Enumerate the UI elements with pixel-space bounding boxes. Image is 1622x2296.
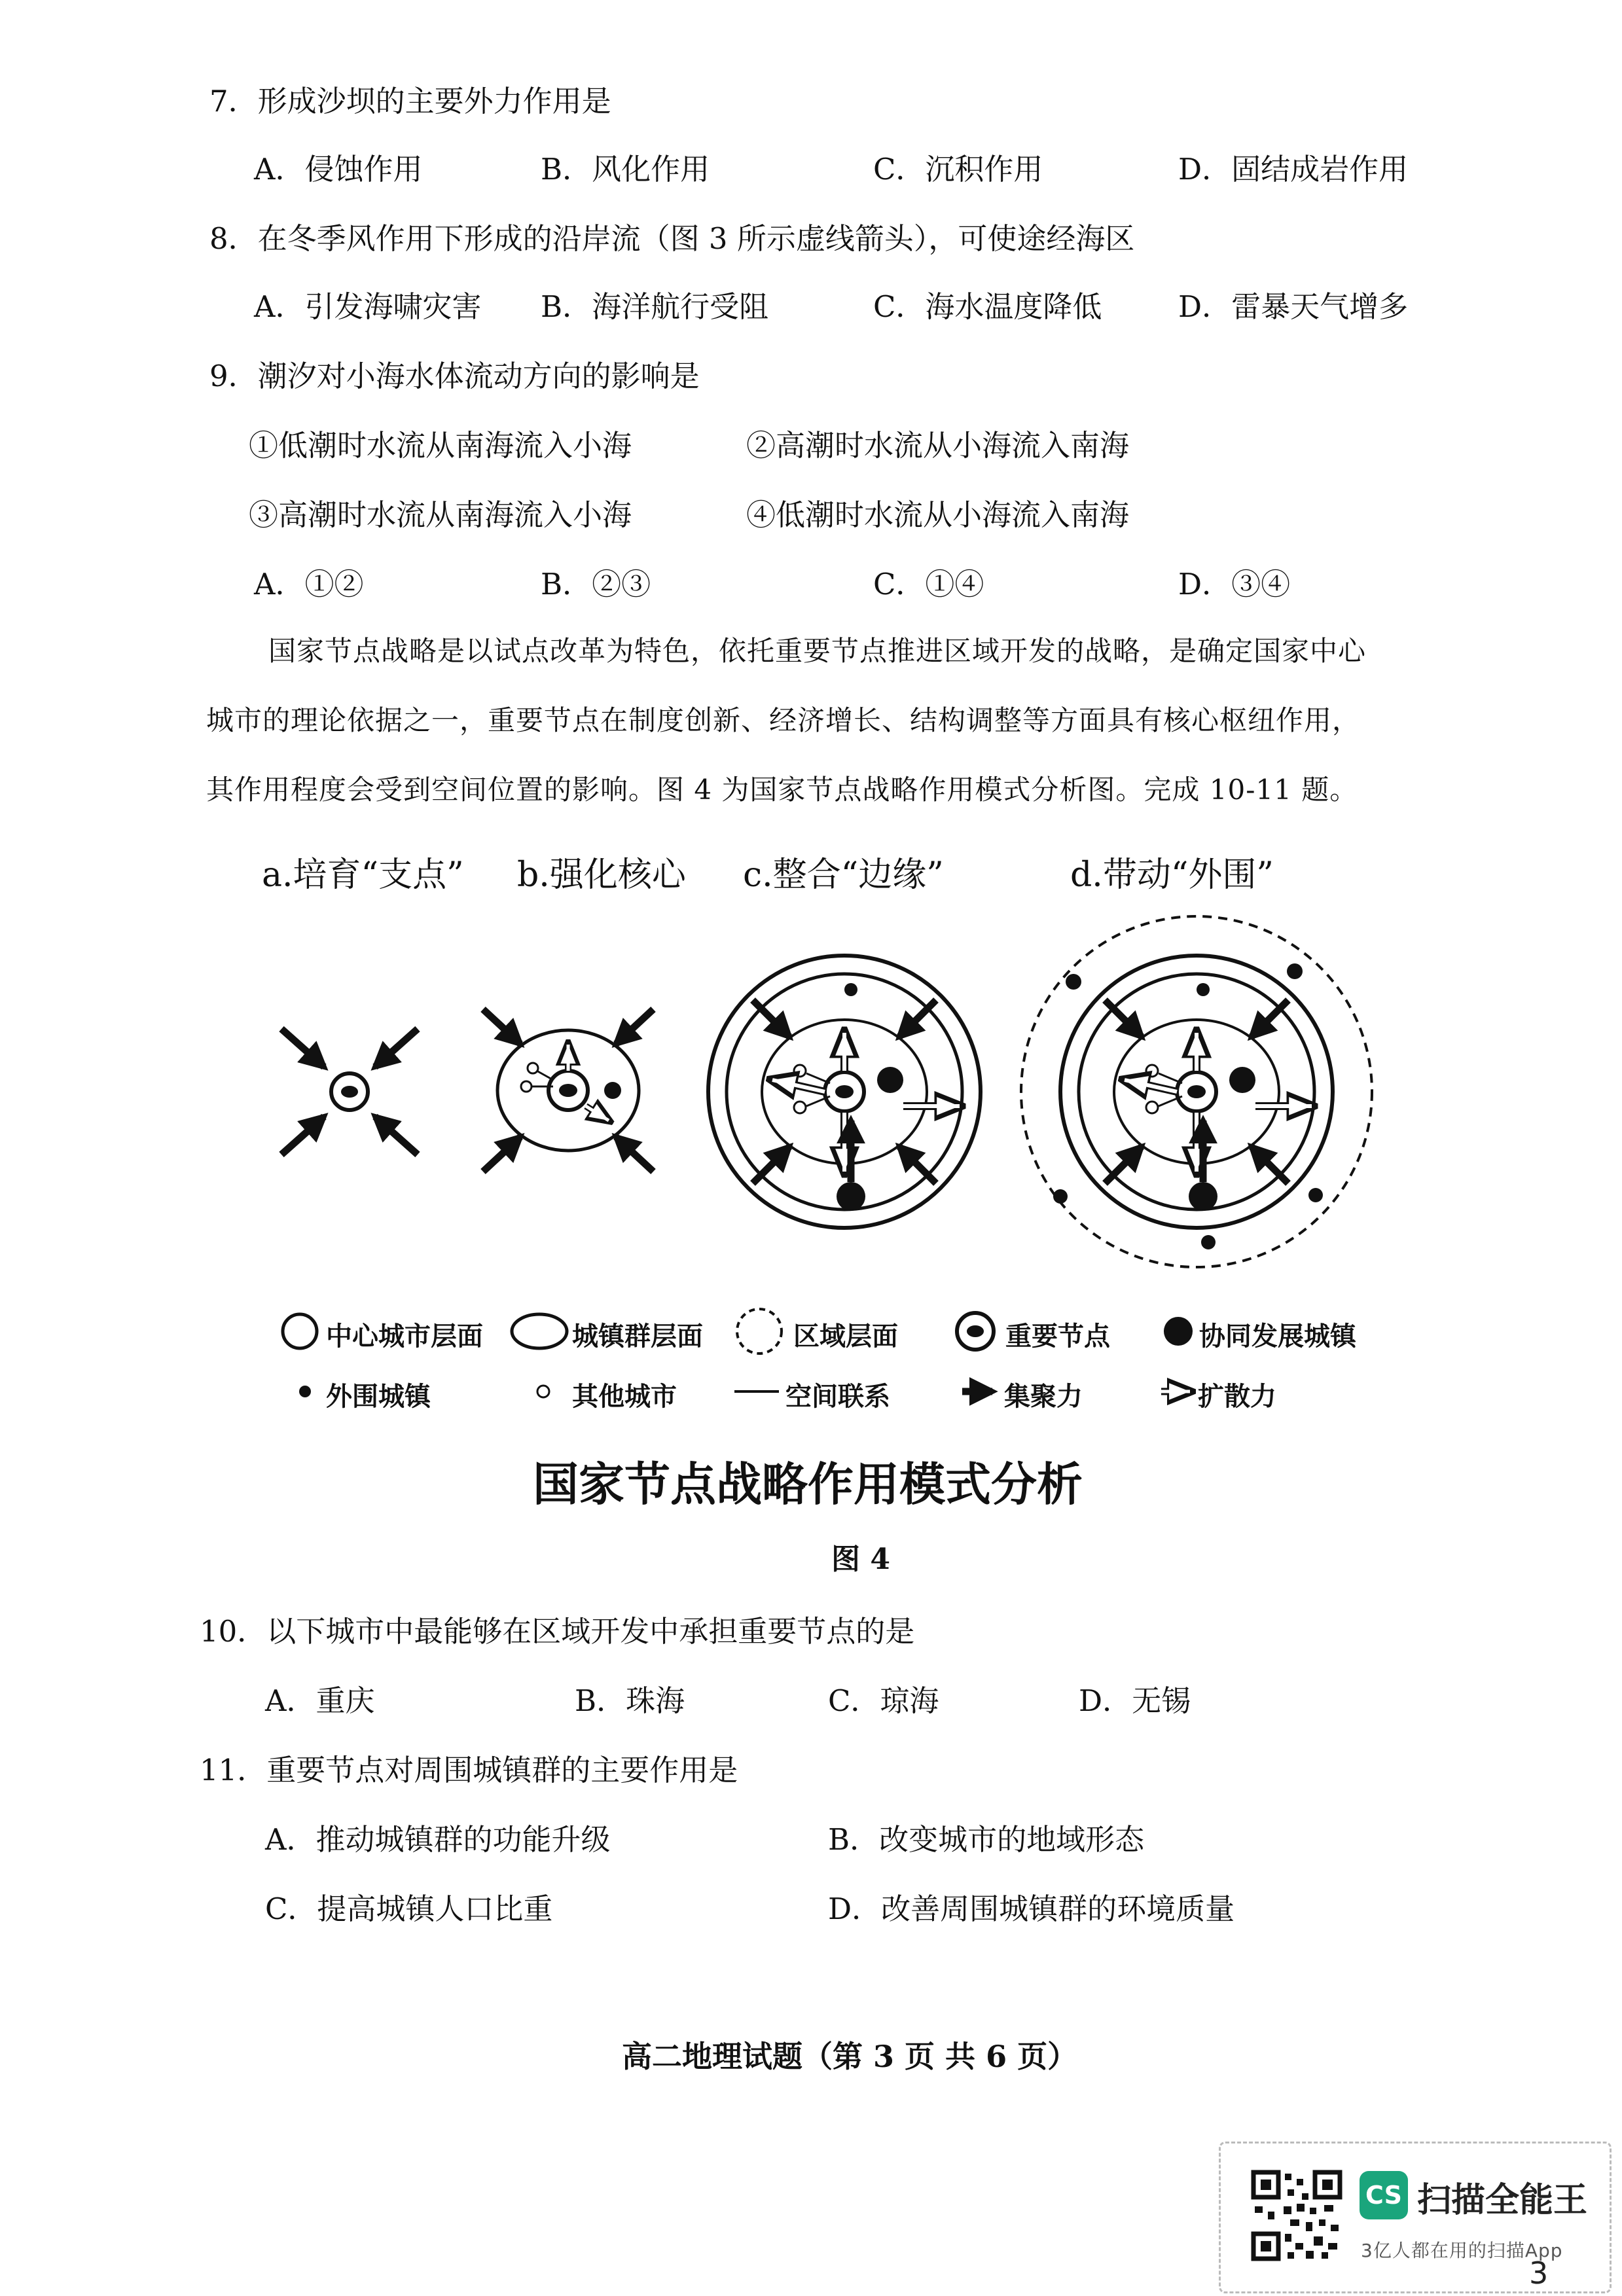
legend-coop-town: 协同发展城镇 [1199, 1321, 1356, 1352]
panel-label-c: c.整合“边缘” [743, 855, 944, 895]
panel-label-b: b.强化核心 [517, 855, 686, 895]
q10-option-b[interactable]: B．珠海 [575, 1683, 685, 1718]
qr-code-icon [1251, 2170, 1343, 2261]
question-9-stem: 9．潮汐对小海水体流动方向的影响是 [209, 359, 700, 393]
q10-option-a[interactable]: A．重庆 [265, 1683, 375, 1718]
q11-option-c[interactable]: C．提高城镇人口比重 [265, 1892, 553, 1926]
panel-a-diagram [281, 1029, 418, 1155]
passage-line-3: 其作用程度会受到空间位置的影响。图 4 为国家节点战略作用模式分析图。完成 10-11 题。 [206, 774, 1358, 806]
question-8-stem: 8．在冬季风作用下形成的沿岸流（图 3 所示虚线箭头），可使途经海区 [209, 221, 1135, 256]
q9-option-b[interactable]: B．②③ [541, 567, 651, 601]
q7-option-d[interactable]: D．固结成岩作用 [1178, 152, 1409, 187]
cs-logo-icon: CS [1360, 2171, 1408, 2219]
q10-option-d[interactable]: D．无锡 [1079, 1683, 1191, 1718]
question-11-stem: 11．重要节点对周围城镇群的主要作用是 [200, 1753, 738, 1787]
legend-town-group: 城镇群层面 [572, 1321, 703, 1352]
q8-option-c[interactable]: C．海水温度降低 [873, 289, 1102, 324]
q8-option-b[interactable]: B．海洋航行受阻 [541, 289, 769, 324]
q11-option-b[interactable]: B．改变城市的地域形态 [828, 1822, 1145, 1857]
legend-region: 区域层面 [793, 1321, 898, 1352]
scanner-tagline: 3亿人都在用的扫描App [1361, 2240, 1563, 2261]
legend-outer-town: 外围城镇 [326, 1382, 431, 1412]
q8-option-a[interactable]: A．引发海啸灾害 [254, 289, 482, 324]
legend-spatial-link: 空间联系 [785, 1382, 890, 1412]
passage-line-1: 国家节点战略是以试点改革为特色，依托重要节点推进区域开发的战略，是确定国家中心 [268, 635, 1367, 667]
panel-label-a: a.培育“支点” [262, 855, 464, 895]
legend-other-city: 其他城市 [572, 1382, 677, 1412]
legend-diffusion: 扩散力 [1198, 1382, 1276, 1412]
question-7-stem: 7．形成沙坝的主要外力作用是 [209, 84, 611, 118]
figure-title: 国家节点战略作用模式分析 [533, 1458, 1083, 1511]
question-10-stem: 10．以下城市中最能够在区域开发中承担重要节点的是 [200, 1614, 915, 1649]
q9-statement-4: ④低潮时水流从小海流入南海 [746, 497, 1130, 532]
legend-agglomeration: 集聚力 [1004, 1382, 1083, 1412]
panel-c-diagram [708, 956, 981, 1228]
legend-center-city: 中心城市层面 [326, 1321, 483, 1352]
q9-option-d[interactable]: D．③④ [1178, 567, 1291, 601]
scanner-brand: 扫描全能王 [1417, 2181, 1588, 2220]
panel-d-diagram [1021, 916, 1372, 1267]
panel-label-d: d.带动“外围” [1070, 855, 1274, 895]
page-mark: 3 [1529, 2255, 1549, 2291]
q10-option-c[interactable]: C．琼海 [828, 1683, 939, 1718]
page-footer: 高二地理试题（第 3 页 共 6 页） [622, 2039, 1078, 2074]
scanner-watermark [1219, 2142, 1612, 2293]
q7-option-a[interactable]: A．侵蚀作用 [254, 152, 423, 187]
q7-option-c[interactable]: C．沉积作用 [873, 152, 1043, 187]
q8-option-d[interactable]: D．雷暴天气增多 [1178, 289, 1409, 324]
legend-key-node: 重要节点 [1005, 1321, 1110, 1352]
figure-number: 图 4 [831, 1543, 890, 1576]
q7-option-b[interactable]: B．风化作用 [541, 152, 710, 187]
q11-option-a[interactable]: A．推动城镇群的功能升级 [265, 1822, 611, 1857]
q9-statement-3: ③高潮时水流从南海流入小海 [249, 497, 632, 532]
panel-b-diagram [483, 1009, 653, 1172]
q9-statement-2: ②高潮时水流从小海流入南海 [746, 428, 1130, 463]
q9-option-c[interactable]: C．①④ [873, 567, 984, 601]
q9-statement-1: ①低潮时水流从南海流入小海 [249, 428, 632, 463]
q9-option-a[interactable]: A．①② [254, 567, 364, 601]
q11-option-d[interactable]: D．改善周围城镇群的环境质量 [828, 1892, 1235, 1926]
passage-line-2: 城市的理论依据之一，重要节点在制度创新、经济增长、结构调整等方面具有核心枢纽作用， [206, 704, 1361, 736]
